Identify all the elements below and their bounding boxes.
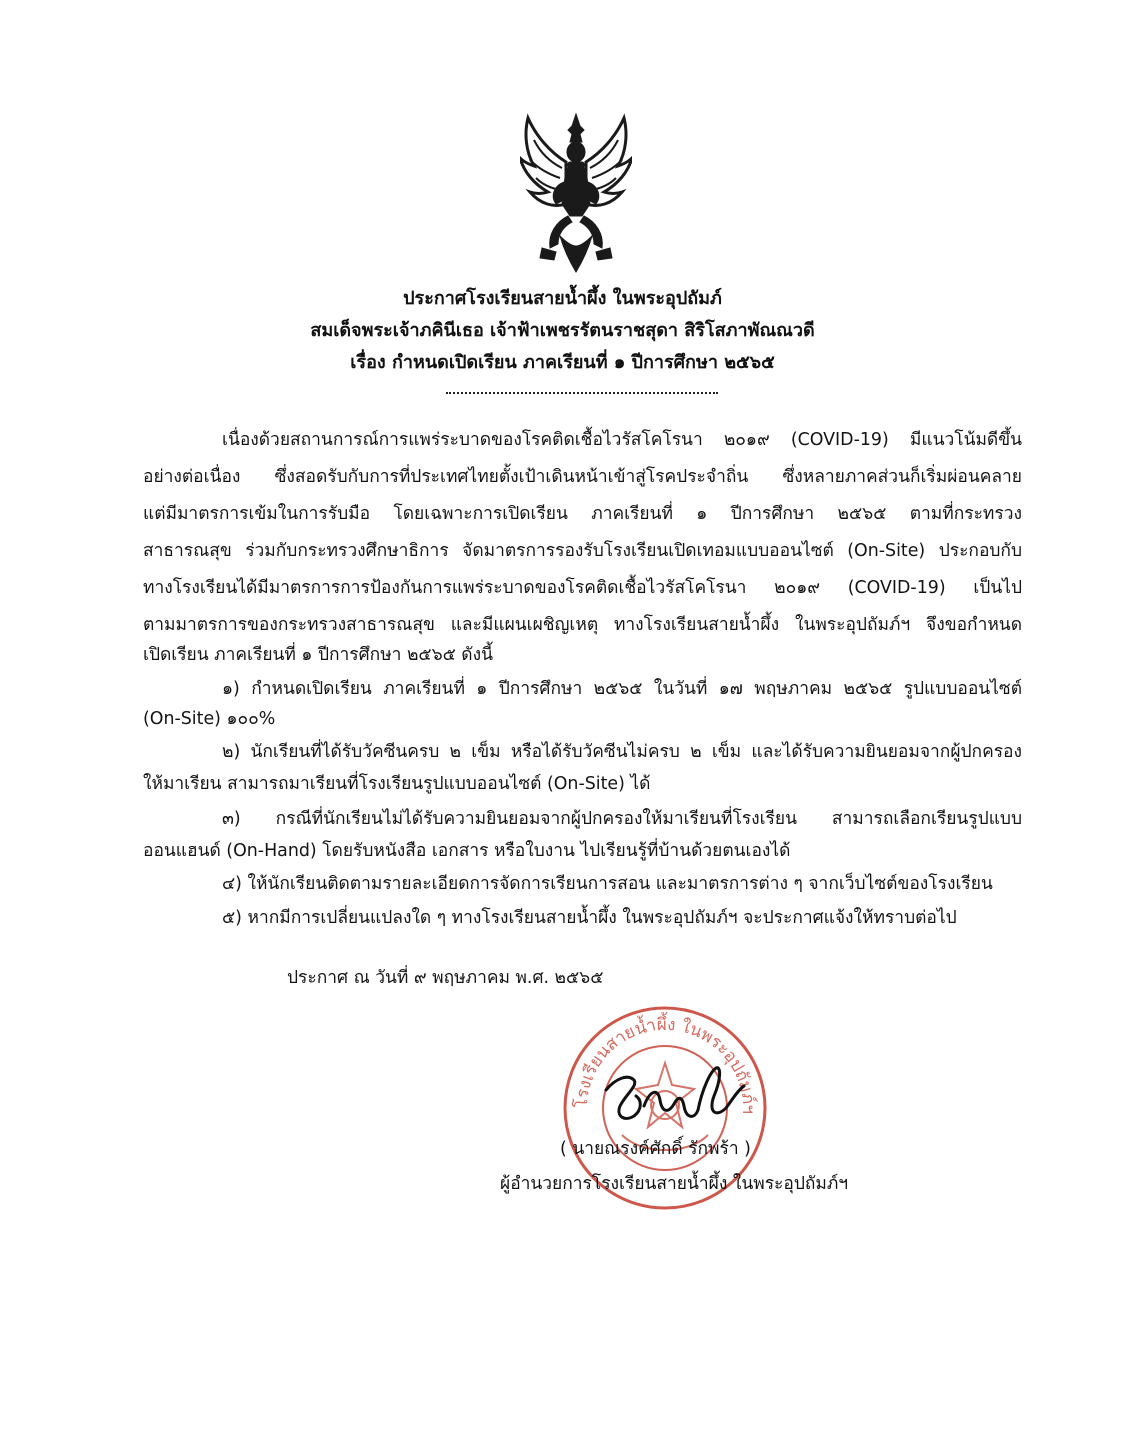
intro-line: ตามมาตรการของกระทรวงสาธารณสุข และมีแผนเผชิญเหตุ ทางโรงเรียนสายน้ำผึ้ง ในพระอุปถัมภ์ฯ จึงขอกำหนด: [143, 615, 1022, 635]
item-3-line: ออนแฮนด์ (On-Hand) โดยรับหนังสือ เอกสาร หรือใบงาน ไปเรียนรู้ที่บ้านด้วยตนเองได้: [143, 841, 791, 861]
item-1-line: ๑) กำหนดเปิดเรียน ภาคเรียนที่ ๑ ปีการศึกษา ๒๕๖๕ ในวันที่ ๑๗ พฤษภาคม ๒๕๖๕ รูปแบบออนไซต์: [222, 679, 1022, 699]
signature-icon: [598, 1060, 748, 1140]
item-3-line: ๓) กรณีที่นักเรียนไม่ได้รับความยินยอมจากผู้ปกครองให้มาเรียนที่โรงเรียน สามารถเลือกเรียนรูปแบบ: [222, 809, 1022, 829]
header-separator: [446, 392, 718, 394]
signer-title: ผู้อำนวยการโรงเรียนสายน้ำผึ้ง ในพระอุปถัมภ์ฯ: [500, 1174, 849, 1194]
item-2-line: ให้มาเรียน สามารถมาเรียนที่โรงเรียนรูปแบบออนไซต์ (On-Site) ได้: [143, 774, 651, 794]
intro-line: แต่มีมาตรการเข้มในการรับมือ โดยเฉพาะการเปิดเรียน ภาคเรียนที่ ๑ ปีการศึกษา ๒๕๖๕ ตามที่กระทรวง: [143, 504, 1022, 524]
item-2-line: ๒) นักเรียนที่ได้รับวัคซีนครบ ๒ เข็ม หรือได้รับวัคซีนไม่ครบ ๒ เข็ม และได้รับความยินยอมจากผู้ปกครอง: [222, 742, 1022, 762]
intro-line: สาธารณสุข ร่วมกับกระทรวงศึกษาธิการ จัดมาตรการรองรับโรงเรียนเปิดเทอมแบบออนไซต์ (On-Site) ประกอบกับ: [143, 541, 1022, 561]
intro-line: อย่างต่อเนื่อง ซึ่งสอดรับกับการที่ประเทศไทยตั้งเป้าเดินหน้าเข้าสู่โรคประจำถิ่น ซึ่งหลายภาคส่วนก็เริ่มผ่อนคลาย: [143, 467, 1022, 487]
signer-name: ( นายณรงค์ศักดิ์ รักพร้า ): [560, 1139, 751, 1159]
intro-line: เนื่องด้วยสถานการณ์การแพร่ระบาดของโรคติดเชื้อไวรัสโคโรนา ๒๐๑๙ (COVID-19) มีแนวโน้มดีขึ้น: [222, 430, 1022, 450]
subject-line: เรื่อง กำหนดเปิดเรียน ภาคเรียนที่ ๑ ปีการศึกษา ๒๕๖๕: [350, 352, 775, 373]
patron-line: สมเด็จพระเจ้าภคินีเธอ เจ้าฟ้าเพชรรัตนราชสุดา สิริโสภาพัณณวดี: [310, 320, 815, 341]
seal-text: โรงเรียนสายน้ำผึ้ง ในพระอุปถัมภ์ฯ: [571, 1014, 759, 1115]
intro-line: เปิดเรียน ภาคเรียนที่ ๑ ปีการศึกษา ๒๕๖๕ ดังนี้: [143, 645, 493, 665]
item-4-line: ๔) ให้นักเรียนติดตามรายละเอียดการจัดการเรียนการสอน และมาตรการต่าง ๆ จากเว็บไซต์ของโรงเรียน: [222, 874, 993, 894]
item-5-line: ๕) หากมีการเปลี่ยนแปลงใด ๆ ทางโรงเรียนสายน้ำผึ้ง ในพระอุปถัมภ์ฯ จะประกาศแจ้งให้ทราบต่อไป: [222, 908, 957, 928]
announcement-date: ประกาศ ณ วันที่ ๙ พฤษภาคม พ.ศ. ๒๕๖๕: [287, 968, 604, 988]
garuda-emblem-icon: [520, 112, 632, 274]
item-1-line: (On-Site) ๑๐๐%: [143, 709, 276, 729]
announcement-title: ประกาศโรงเรียนสายน้ำผึ้ง ในพระอุปถัมภ์: [403, 288, 722, 309]
intro-line: ทางโรงเรียนได้มีมาตรการการป้องกันการแพร่ระบาดของโรคติดเชื้อไวรัสโคโรนา ๒๐๑๙ (COVID-19) เป็นไป: [143, 578, 1022, 598]
